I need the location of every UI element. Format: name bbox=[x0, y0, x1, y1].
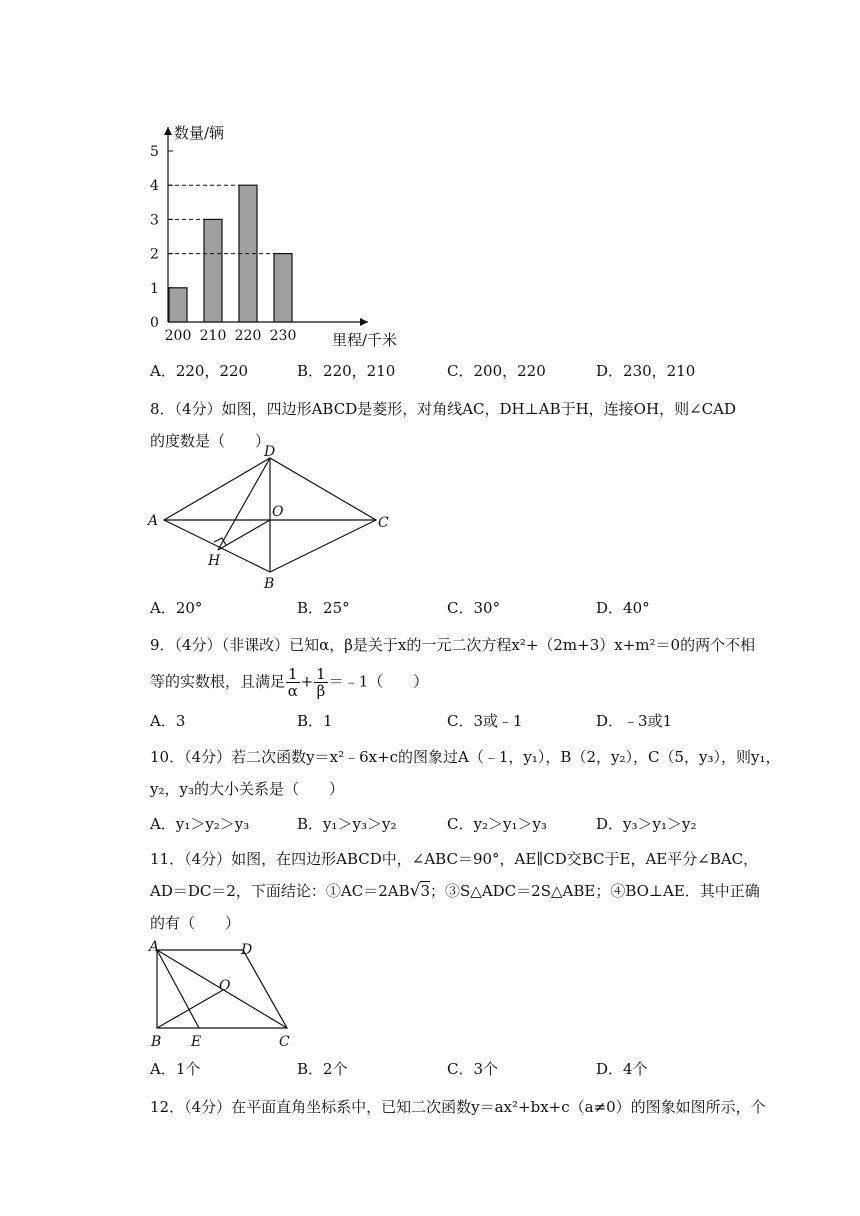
q9-stem-suffix: ＝﹣1（ ） bbox=[328, 672, 429, 691]
q9-stem-line1: 9．（4分）（非课改）已知α，β是关于x的一元二次方程x²+（2m+3）x+m²＝0的两个不相 bbox=[150, 636, 756, 654]
q9-stem-prefix: 等的实数根，且满足 bbox=[150, 672, 286, 691]
q9-stem-line2: 等的实数根，且满足 $\frac{1}{\alpha}$ + $\frac{1}{\beta}$ ＝﹣1（ ） bbox=[150, 665, 429, 700]
q12-stem-line1: 12．（4分）在平面直角坐标系中，已知二次函数y＝ax²+bx+c（a≠0）的图象如图所示，个 bbox=[150, 1098, 766, 1116]
q7-option-d[interactable]: D．230，210 bbox=[596, 362, 696, 380]
q9-option-b[interactable]: B．1 bbox=[297, 712, 333, 730]
sqrt-symbol: √ bbox=[409, 881, 421, 901]
q11-stem-line1: 11．（4分）如图，在四边形ABCD中，∠ABC＝90°，AE∥CD交BC于E，AE平分∠BAC， bbox=[150, 850, 759, 868]
x-tick-label: 220 bbox=[234, 328, 262, 344]
q9-option-d[interactable]: D．﹣3或1 bbox=[596, 712, 673, 730]
q9-option-a[interactable]: A．3 bbox=[150, 712, 186, 730]
x-axis-arrow bbox=[360, 318, 368, 326]
q11-option-b[interactable]: B．2个 bbox=[297, 1060, 348, 1078]
q8-option-d[interactable]: D．40° bbox=[596, 599, 650, 617]
rhombus-figure bbox=[140, 444, 400, 592]
rhombus-label-d: D bbox=[264, 444, 276, 460]
q10-option-a[interactable]: A．y₁＞y₂＞y₃ bbox=[150, 815, 250, 833]
rhombus-label-a: A bbox=[148, 513, 159, 529]
quad-label-a: A bbox=[149, 939, 160, 955]
q10-option-c[interactable]: C．y₂＞y₁＞y₃ bbox=[447, 815, 547, 833]
quad-label-b: B bbox=[151, 1034, 162, 1050]
q9-fraction-beta: $\frac{1}{\beta}$ bbox=[316, 665, 326, 700]
rhombus-label-h: H bbox=[208, 553, 221, 569]
q9-fraction-alpha: $\frac{1}{\alpha}$ bbox=[287, 665, 298, 700]
q10-stem-line2: y₂，y₃的大小关系是（ ） bbox=[150, 780, 344, 798]
q10-option-b[interactable]: B．y₁＞y₃＞y₂ bbox=[297, 815, 397, 833]
sqrt-radicand: 3 bbox=[420, 882, 431, 900]
bar-chart bbox=[130, 100, 398, 350]
q8-option-a[interactable]: A．20° bbox=[150, 599, 203, 617]
quadrilateral-figure bbox=[145, 938, 305, 1050]
quad-label-c: C bbox=[279, 1034, 290, 1050]
y-tick-label: 1 bbox=[150, 280, 159, 297]
q8-stem-line1: 8．（4分）如图，四边形ABCD是菱形，对角线AC，DH⊥AB于H，连接OH，则∠CAD bbox=[150, 400, 736, 418]
quad-label-d: D bbox=[241, 942, 253, 958]
q8-stem-line2: 的度数是（ ） bbox=[150, 432, 271, 450]
bar bbox=[169, 288, 187, 322]
y-axis-arrow bbox=[164, 127, 172, 135]
quad-label-o: O bbox=[219, 978, 231, 994]
y-tick-label: 3 bbox=[150, 212, 159, 229]
bar bbox=[204, 219, 222, 322]
q11-stem-line2: AD＝DC＝2，下面结论：①AC＝2AB√3；③S△ADC＝2S△ABE；④BO⊥AE．其中正确 bbox=[150, 881, 760, 901]
x-tick-label: 210 bbox=[199, 328, 227, 344]
q8-option-b[interactable]: B．25° bbox=[297, 599, 350, 617]
y-tick-label: 4 bbox=[150, 178, 159, 195]
rhombus-label-o: O bbox=[272, 504, 284, 520]
q8-option-c[interactable]: C．30° bbox=[447, 599, 501, 617]
q11-option-d[interactable]: D．4个 bbox=[596, 1060, 648, 1078]
quad-label-e: E bbox=[191, 1034, 202, 1050]
y-tick-label: 0 bbox=[150, 315, 159, 331]
y-axis-title: 数量/辆 bbox=[174, 124, 225, 142]
q10-stem-line1: 10．（4分）若二次函数y＝x²﹣6x+c的图象过A（﹣1，y₁），B（2，y₂），C（5，y₃），则y₁， bbox=[150, 748, 781, 766]
rhombus-label-c: C bbox=[378, 515, 389, 531]
x-tick-label: 230 bbox=[269, 328, 297, 344]
q10-option-d[interactable]: D．y₃＞y₁＞y₂ bbox=[596, 815, 697, 833]
y-tick-label: 5 bbox=[150, 144, 159, 160]
q11-stem-line3: 的有（ ） bbox=[150, 914, 241, 932]
x-tick-label: 200 bbox=[164, 328, 192, 344]
q11-option-a[interactable]: A．1个 bbox=[150, 1060, 201, 1078]
bar bbox=[274, 254, 292, 322]
q11-option-c[interactable]: C．3个 bbox=[447, 1060, 499, 1078]
q9-option-c[interactable]: C．3或﹣1 bbox=[447, 712, 523, 730]
q7-option-b[interactable]: B．220，210 bbox=[297, 362, 396, 380]
q7-option-a[interactable]: A．220，220 bbox=[150, 362, 249, 380]
q7-option-c[interactable]: C．200，220 bbox=[447, 362, 546, 380]
x-axis-title: 里程/千米 bbox=[332, 331, 398, 349]
y-tick-label: 2 bbox=[150, 246, 159, 263]
rhombus-label-b: B bbox=[264, 576, 275, 592]
